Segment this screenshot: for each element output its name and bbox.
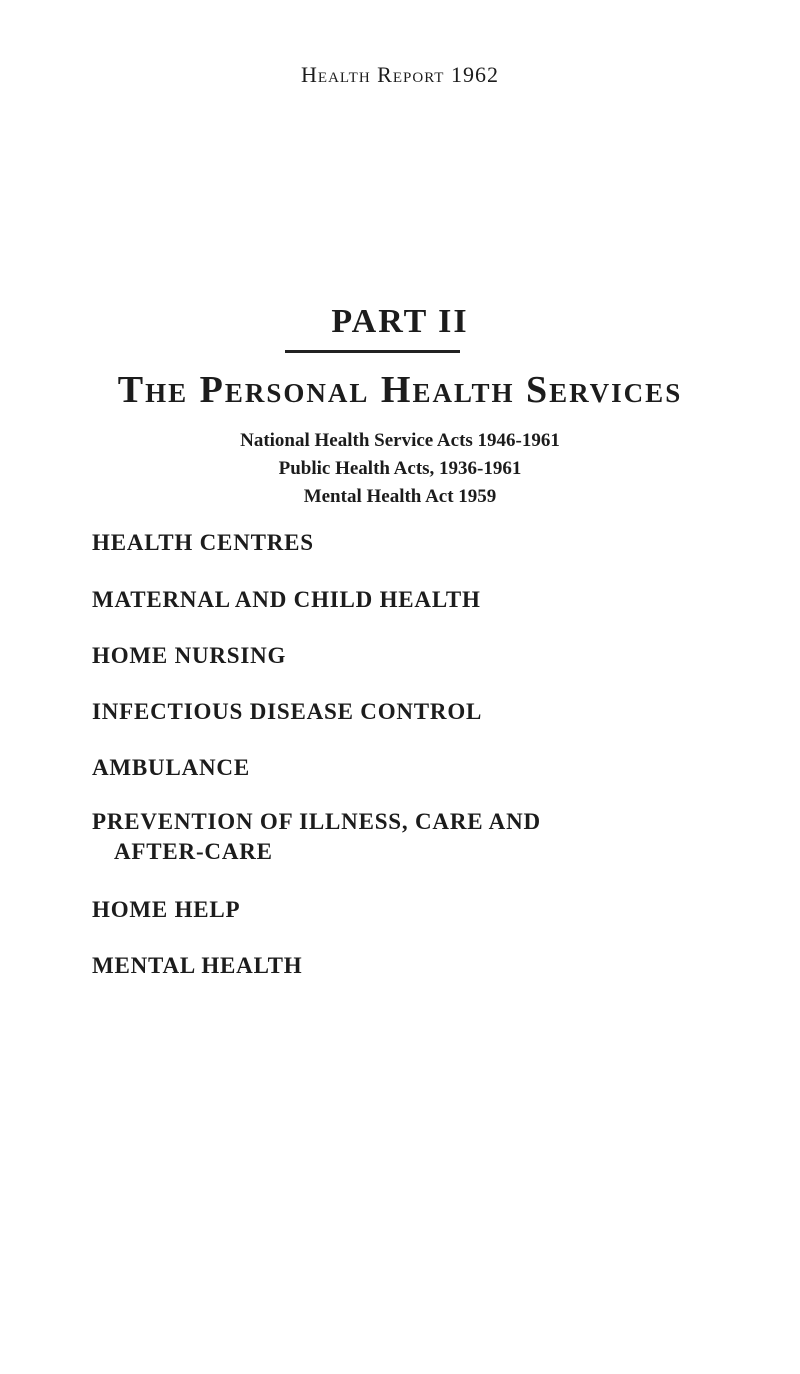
topic-home-nursing: [92, 643, 286, 669]
act-line: National Health Service Acts 1946-1961: [240, 430, 560, 451]
topic-maternal-child-health: [92, 587, 481, 613]
topic-ambulance: [92, 755, 250, 781]
section-title: The Personal Health Services: [117, 369, 683, 411]
topic-label: PREVENTION OF ILLNESS, CARE AND: [92, 809, 541, 834]
topic-mental-health: [92, 953, 302, 979]
topic-infectious-disease-control: [92, 699, 482, 725]
act-line: Public Health Acts, 1936-1961: [278, 458, 522, 479]
part-title-underline: [285, 350, 460, 353]
topic-label: MENTAL HEALTH: [92, 953, 303, 978]
part-title: PART II: [331, 303, 469, 340]
topic-label: HOME HELP: [92, 897, 241, 922]
topic-label-continuation: AFTER-CARE: [114, 839, 273, 864]
act-line: Mental Health Act 1959: [303, 486, 497, 507]
topic-label: AMBULANCE: [92, 755, 250, 780]
running-head: Health Report 1962: [301, 62, 499, 87]
topic-label: INFECTIOUS DISEASE CONTROL: [92, 699, 483, 724]
acts-list: [0, 427, 800, 511]
topic-label: HOME NURSING: [92, 643, 287, 668]
topic-prevention-of-illness: [92, 809, 541, 865]
topic-label: MATERNAL AND CHILD HEALTH: [92, 587, 481, 612]
topic-home-help: [92, 897, 240, 923]
topic-health-centres: [92, 530, 314, 556]
topic-label: HEALTH CENTRES: [92, 530, 314, 555]
